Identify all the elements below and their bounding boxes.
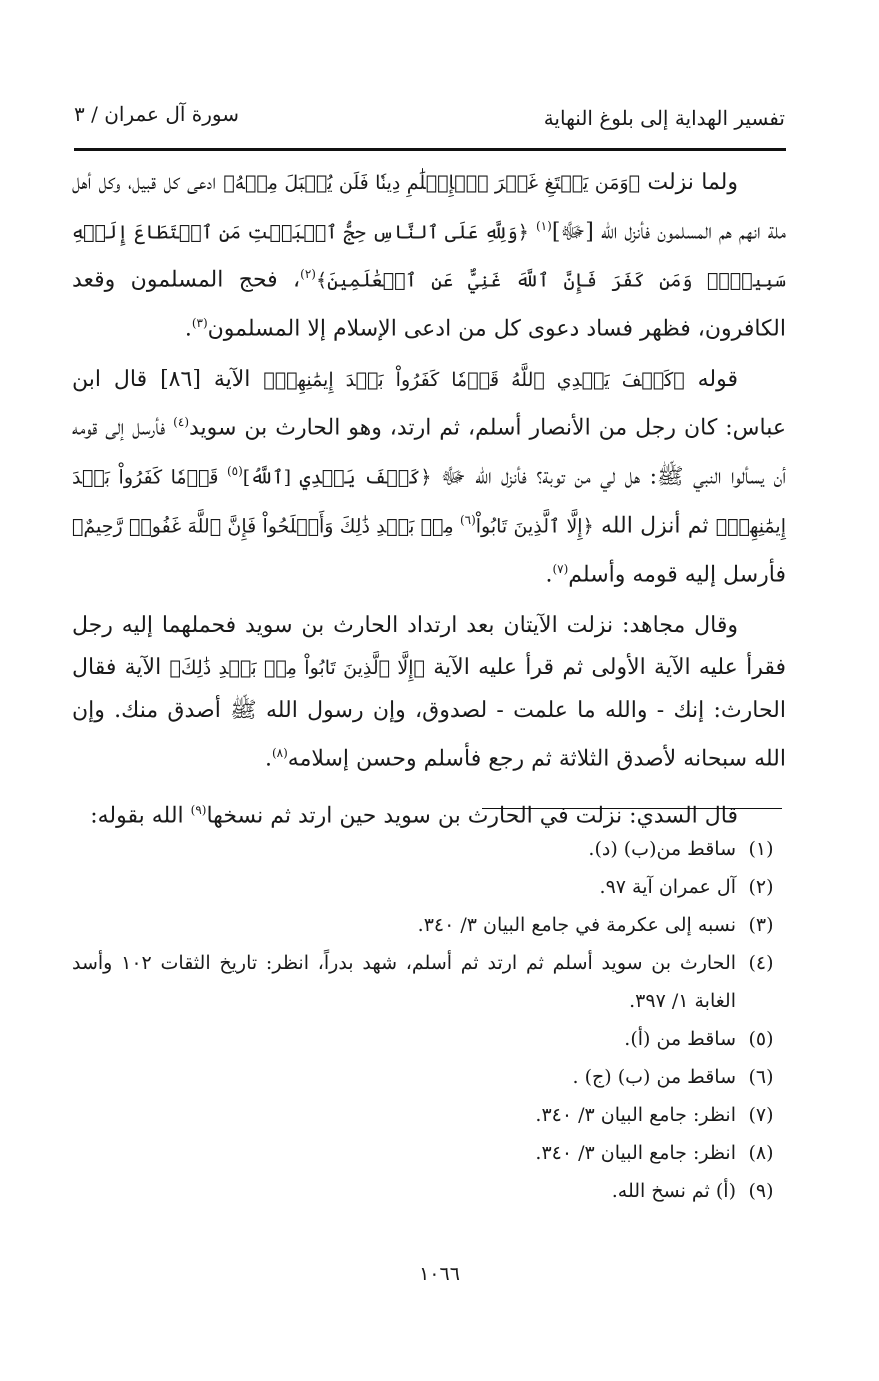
footnote-item bbox=[72, 1096, 786, 1134]
text-segment: ادعى كل قبيل، وكل أهل ملة انهم هم المسلمون فأنزل الله [ﷻ] bbox=[72, 170, 786, 244]
footnote-reference: (٩) bbox=[190, 803, 207, 818]
footnote-item bbox=[72, 944, 786, 1020]
footnote-item bbox=[72, 830, 786, 868]
footnote-text: آل عمران آية ٩٧. bbox=[599, 876, 736, 898]
quran-verse: ﴿إِلَّا ٱلَّذِينَ تَابُواْ مِنۢ بَعۡدِ ذَٰلِكَ﴾ bbox=[169, 657, 425, 680]
footnote-text: ساقط من (ب) (ج) . bbox=[572, 1066, 736, 1088]
footnote-text: نسبه إلى عكرمة في جامع البيان ٣/ ٣٤٠. bbox=[417, 914, 736, 936]
paragraph bbox=[72, 605, 786, 781]
text-segment: ثم أنزل الله bbox=[593, 513, 716, 539]
paragraph bbox=[72, 359, 786, 597]
text-segment: . bbox=[545, 562, 553, 588]
footnote-reference: (٧) bbox=[552, 561, 569, 576]
footnote-number: (٣) bbox=[748, 914, 774, 936]
footnote-reference: (٦) bbox=[459, 513, 476, 528]
footnote-text: انظر: جامع البيان ٣/ ٣٤٠. bbox=[535, 1104, 736, 1126]
text-segment: فأرسل إلى قومه أن يسألوا النبي ﷺ: هل لي من توبة؟ فأنزل الله ﷻ bbox=[72, 415, 786, 490]
footnote-item bbox=[72, 1134, 786, 1172]
footnote-item bbox=[72, 1020, 786, 1058]
footnote-text: (أ) ثم نسخ الله. bbox=[611, 1180, 736, 1202]
running-header bbox=[74, 96, 785, 136]
text-segment bbox=[529, 219, 536, 244]
footnote-number: (٨) bbox=[748, 1142, 774, 1164]
footnote-text: ساقط من (أ). bbox=[624, 1028, 736, 1050]
footnote-item bbox=[72, 1058, 786, 1096]
footnote-text: الحارث بن سويد أسلم ثم ارتد ثم أسلم، شهد بدراً، انظر: تاريخ الثقات ١٠٢ وأسد الغابة ١/ ٣٩٧. bbox=[72, 952, 737, 1012]
footnote-number: (٦) bbox=[748, 1066, 774, 1088]
footnote-reference: (٥) bbox=[226, 464, 243, 479]
quran-verse: مِنۢ بَعۡدِ ذَٰلِكَ وَأَصۡلَحُواْ فَإِنَّ ٱللَّهَ غَفُورٞ رَّحِيمٌ﴾ bbox=[72, 515, 460, 538]
footnote-text: ساقط من(ب) (د). bbox=[588, 838, 736, 860]
text-segment: الآية فقال الحارث: إنك - والله ما علمت - لصدوق، وإن رسول الله ﷺ أصدق منك. وإن الله سبحانه لأصدق الثلاثة ثم رجع فأسلم وحسن إسلامه bbox=[72, 655, 786, 772]
footnote-reference: (٨) bbox=[271, 746, 288, 761]
footnote-item bbox=[72, 906, 786, 944]
footnote-number: (٩) bbox=[748, 1180, 774, 1202]
footnote-number: (٥) bbox=[748, 1028, 774, 1050]
quran-verse: ﴿وَمَن يَبۡتَغِ غَيۡرَ ٱلۡإِسۡلَٰمِ دِينٗا فَلَن يُقۡبَلَ مِنۡهُ﴾ bbox=[223, 172, 641, 194]
text-segment: فأرسل إليه قومه وأسلم bbox=[568, 562, 786, 588]
text-segment: الآية [٨٦] قال ابن عباس: كان رجل من الأنصار أسلم، ثم ارتد، وهو الحارث بن سويد bbox=[72, 366, 786, 441]
footnote-reference: (٣) bbox=[191, 316, 208, 331]
footnote-number: (٤) bbox=[748, 952, 774, 974]
main-text bbox=[72, 162, 786, 846]
text-segment: قال السدي: نزلت في الحارث بن سويد حين ارتد ثم نسخها bbox=[206, 803, 738, 829]
footnotes-list bbox=[72, 830, 786, 1210]
text-segment: الله بقوله: bbox=[90, 803, 191, 829]
quran-verse: قَوۡمٗا كَفَرُواْ بَعۡدَ إِيمَٰنِهِمۡ﴾ bbox=[72, 466, 786, 538]
footnote-separator bbox=[482, 808, 782, 809]
text-segment: ، فحج المسلمون وقعد الكافرون، فظهر فساد دعوى كل من ادعى الإسلام إلا المسلمون bbox=[72, 267, 786, 342]
footnote-number: (١) bbox=[748, 838, 774, 860]
quran-verse: ﴿كَيۡفَ يَهۡدِي ٱللَّهُ قَوۡمٗا كَفَرُواْ بَعۡدَ إِيمَٰنِهِمۡ﴾ bbox=[263, 368, 685, 391]
quran-verse: ﴿كَيۡفَ يَهۡدِي [ٱللَّهُ] bbox=[242, 466, 432, 489]
footnote-item bbox=[72, 1172, 786, 1210]
page-number: ١٠٦٦ bbox=[419, 1263, 460, 1285]
quran-verse: ﴿إِلَّا ٱلَّذِينَ تَابُواْ bbox=[475, 515, 594, 538]
text-segment: وقال مجاهد: نزلت الآيتان بعد ارتداد الحارث بن سويد فحملهما إليه رجل فقرأ عليه الآية الأولى ثم قرأ عليه الآية bbox=[72, 612, 786, 681]
footnote-reference: (٢) bbox=[300, 267, 316, 282]
footnote-reference: (٤) bbox=[173, 415, 189, 430]
footnote-item bbox=[72, 868, 786, 906]
book-title: تفسير الهداية إلى بلوغ النهاية bbox=[543, 106, 785, 130]
footnote-reference: (١) bbox=[535, 218, 552, 233]
text-segment: . bbox=[184, 316, 192, 342]
text-segment: . bbox=[264, 746, 272, 772]
footnote-text: انظر: جامع البيان ٣/ ٣٤٠. bbox=[535, 1142, 736, 1164]
text-segment: ولما نزلت bbox=[640, 170, 738, 195]
paragraph bbox=[72, 162, 786, 351]
quran-verse: ﴿وَلِلَّهِ عَلَى ٱلنَّاسِ حِجُّ ٱلۡبَيۡتِ مَنِ ٱسۡتَطَاعَ إِلَيۡهِ سَبِيلٗاۚ وَمَن كَفَرَ فَإِنَّ ٱللَّهَ غَنِيٌّ عَنِ ٱلۡعَٰلَمِينَ﴾ bbox=[72, 220, 786, 292]
header-rule bbox=[74, 148, 786, 151]
footnote-number: (٧) bbox=[748, 1104, 774, 1126]
footnote-number: (٢) bbox=[748, 876, 774, 898]
text-segment: قوله bbox=[684, 366, 738, 392]
surah-title: سورة آل عمران / ٣ bbox=[74, 102, 240, 126]
